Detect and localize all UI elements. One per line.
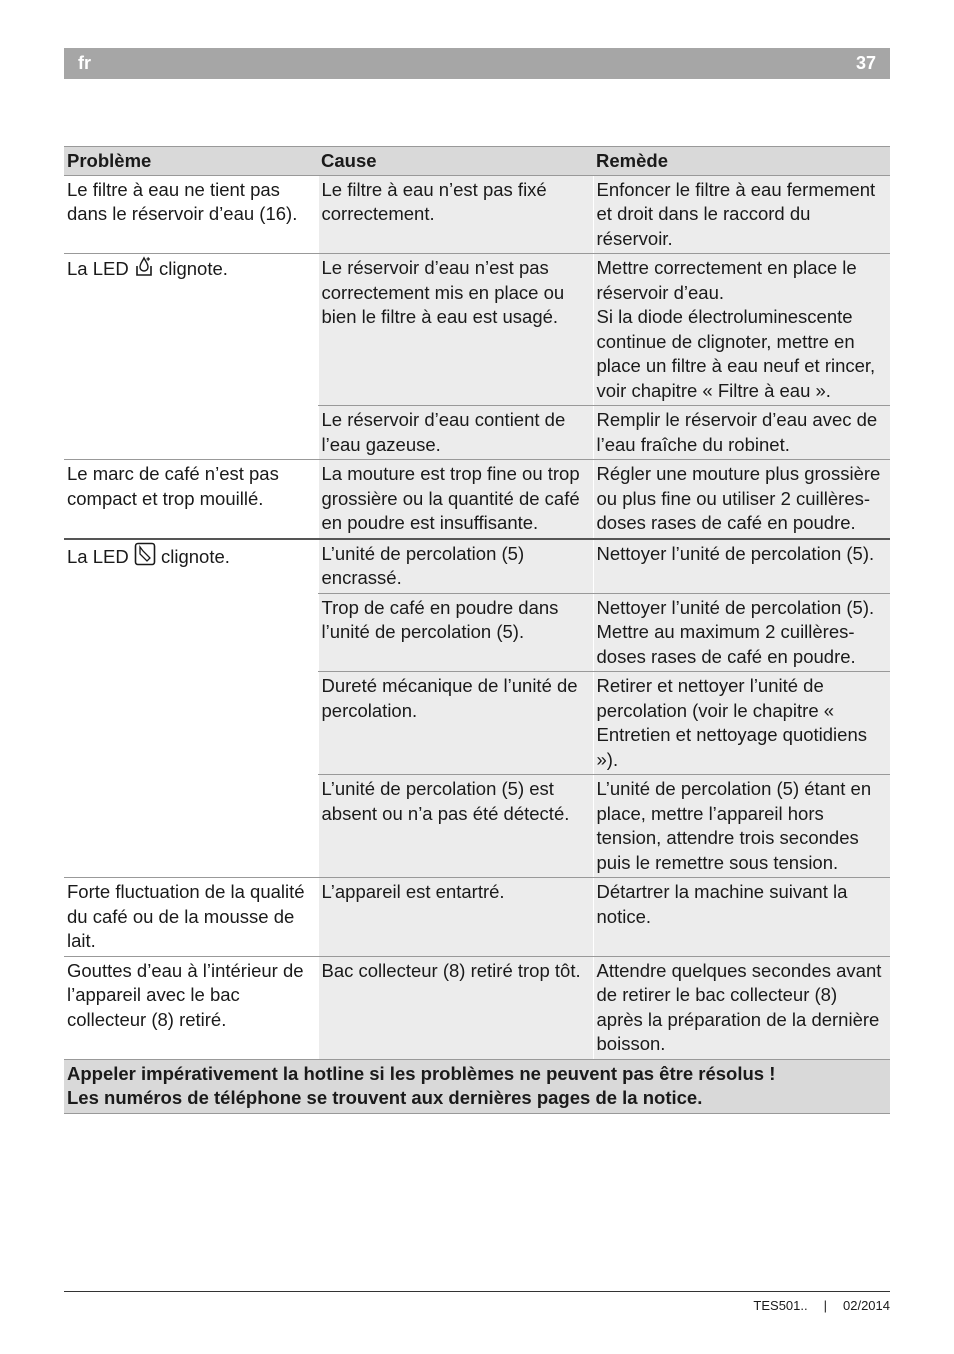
problem-cell: Gouttes d’eau à l’intérieur de l’appareil avec le bac collecteur (8) retiré. [64, 956, 318, 1059]
table-row [64, 878, 890, 957]
remedy-cell: Détartrer la machine suivant la notice. [593, 878, 890, 957]
remedy-cell: Enfoncer le filtre à eau fermement et droit dans le raccord du réservoir. [593, 175, 890, 254]
problem-suffix: clignote. [161, 545, 230, 567]
problem-suffix: clignote. [159, 258, 228, 279]
hotline-note-line-1: Appeler impérativement la hotline si les problèmes ne peuvent pas être résolus ! [67, 1062, 776, 1084]
cause-cell: L’unité de percolation (5) est absent ou n’a pas été détecté. [318, 775, 593, 878]
problem-cell [64, 539, 318, 878]
cause-cell: Le réservoir d’eau n’est pas correctement mis en place ou bien le filtre à eau est usagé. [318, 254, 593, 406]
hotline-note-row [64, 1059, 890, 1113]
cause-cell: Dureté mécanique de l’unité de percolation. [318, 672, 593, 775]
footer-date: 02/2014 [843, 1298, 890, 1313]
footer-separator: | [823, 1298, 827, 1313]
remedy-cell: Régler une mouture plus grossière ou plus fine ou utiliser 2 cuillères-doses rases de café en poudre. [593, 460, 890, 539]
column-header-cause: Cause [318, 147, 593, 176]
table-row [64, 254, 890, 406]
table-row [64, 539, 890, 594]
problem-prefix: La LED [67, 545, 129, 567]
cause-cell: Le filtre à eau n’est pas fixé correctement. [318, 175, 593, 254]
cause-cell: L’unité de percolation (5) encrassé. [318, 539, 593, 594]
cause-cell: Bac collecteur (8) retiré trop tôt. [318, 956, 593, 1059]
hotline-note-line-2: Les numéros de téléphone se trouvent aux dernières pages de la notice. [67, 1087, 703, 1108]
cause-cell: Trop de café en poudre dans l’unité de percolation (5). [318, 593, 593, 672]
problem-cell: Le marc de café n’est pas compact et trop mouillé. [64, 460, 318, 539]
problem-cell: Forte fluctuation de la qualité du café ou de la mousse de lait. [64, 878, 318, 957]
remedy-cell: Nettoyer l’unité de percolation (5). [593, 539, 890, 594]
remedy-cell: Attendre quelques secondes avant de retirer le bac collecteur (8) après la préparation de la dernière boisson. [593, 956, 890, 1059]
cause-cell: L’appareil est entartré. [318, 878, 593, 957]
page-header-bar [64, 48, 890, 79]
troubleshooting-table [64, 146, 890, 1114]
table-row [64, 956, 890, 1059]
remedy-cell: Nettoyer l’unité de percolation (5). Mettre au maximum 2 cuillères-doses rases de café en poudre. [593, 593, 890, 672]
footer [753, 1298, 890, 1313]
water-filter-icon [134, 256, 154, 285]
column-header-problem: Problème [64, 147, 318, 176]
remedy-cell: Mettre correctement en place le réservoir d’eau. Si la diode électroluminescente continue de clignoter, mettre en place un filtre à eau neuf et rincer, voir chapitre « Filtre à eau ». [593, 254, 890, 406]
problem-cell [64, 254, 318, 460]
table-header-row [64, 147, 890, 176]
problem-cell: Le filtre à eau ne tient pas dans le réservoir d’eau (16). [64, 175, 318, 254]
table-row [64, 460, 890, 539]
cause-cell: La mouture est trop fine ou trop grossière ou la quantité de café en poudre est insuffisante. [318, 460, 593, 539]
page-number: 37 [855, 53, 876, 73]
footer-divider [64, 1291, 890, 1292]
problem-prefix: La LED [67, 258, 129, 279]
brewing-unit-icon [134, 542, 156, 573]
table-row [64, 175, 890, 254]
remedy-cell: Retirer et nettoyer l’unité de percolation (voir le chapitre « Entretien et nettoyage quotidiens »). [593, 672, 890, 775]
language-label: fr [78, 53, 91, 73]
remedy-cell: Remplir le réservoir d’eau avec de l’eau fraîche du robinet. [593, 406, 890, 460]
cause-cell: Le réservoir d’eau contient de l’eau gazeuse. [318, 406, 593, 460]
hotline-note [64, 1059, 890, 1113]
column-header-remedy: Remède [593, 147, 890, 176]
footer-model: TES501.. [753, 1298, 808, 1313]
remedy-cell: L’unité de percolation (5) étant en place, mettre l’appareil hors tension, attendre trois secondes puis le remettre sous tension. [593, 775, 890, 878]
